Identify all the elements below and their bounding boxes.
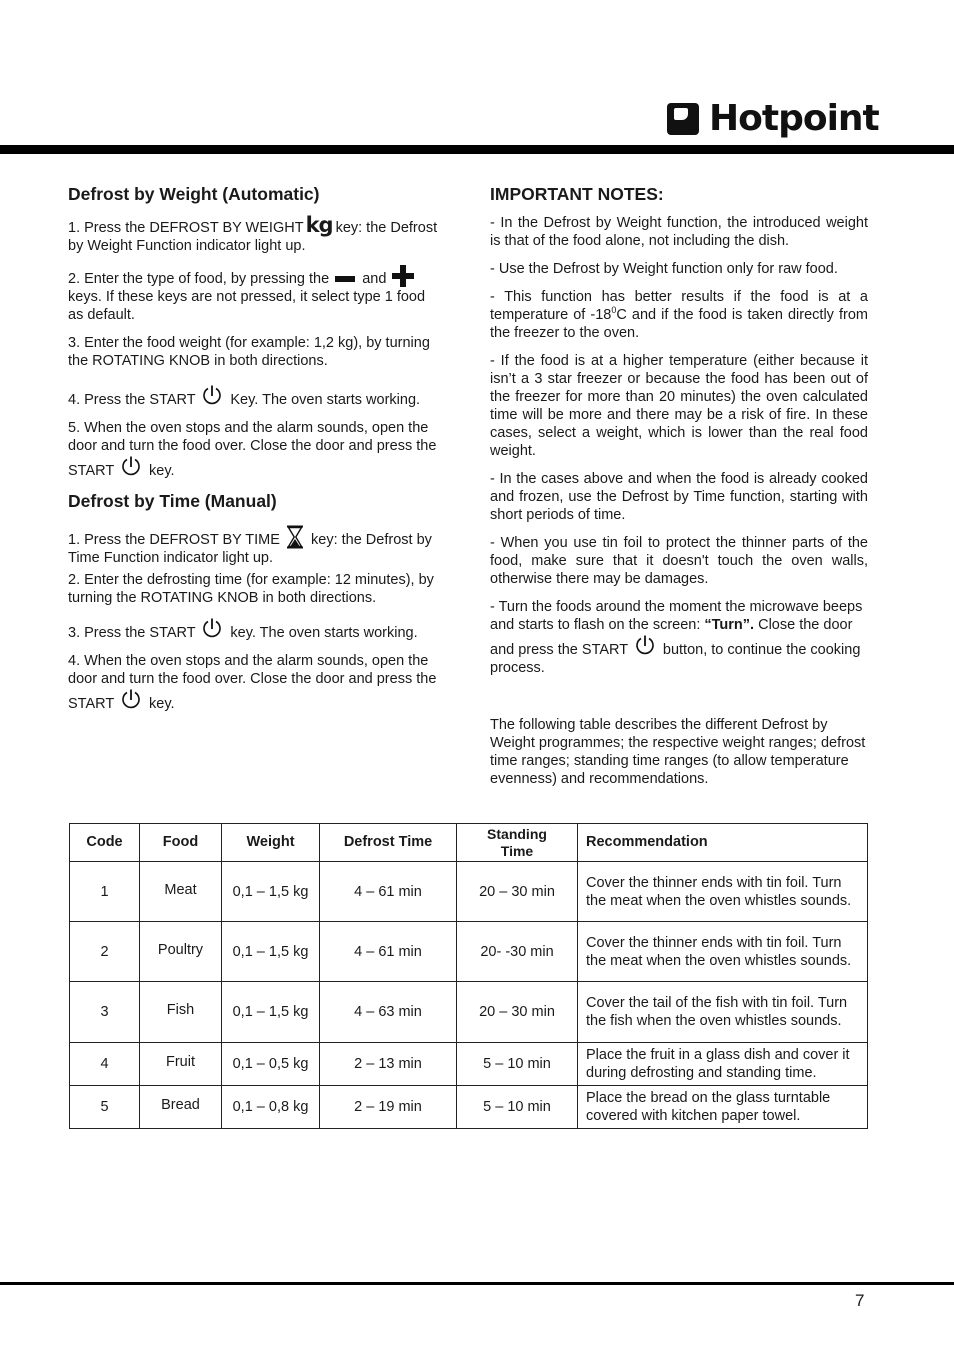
weight-step-3: 3. Enter the food weight (for example: 1,2 kg), by turning the ROTATING KNOB in both directions. [68, 335, 430, 369]
note-3-text-a: - This function has better results if the food is at a temperature of -18 [490, 289, 868, 323]
cell-recommendation: Cover the thinner ends with tin foil. Turn the meat when the oven whistles sounds. [578, 922, 868, 982]
cell-code: 3 [70, 982, 140, 1043]
weight-step-1-text-a: 1. Press the DEFROST BY WEIGHT [68, 220, 304, 236]
cell-defrost-time: 4 – 61 min [320, 922, 457, 982]
note-3-text-b: C and if the food is taken directly from the freezer to the oven. [490, 307, 868, 341]
table-row [70, 1043, 868, 1086]
header-rule [0, 145, 954, 154]
plus-icon [392, 265, 414, 287]
weight-step-5-text-a: 5. When the oven stops and the alarm sounds, open the door and turn the food over. Close the door and press the START [68, 420, 437, 479]
note-7-text-a: - Turn the foods around the moment the microwave beeps and starts to flash on the screen: [490, 599, 863, 633]
kg-icon: kg [305, 213, 333, 237]
note-7 [490, 598, 868, 677]
brand-logo [667, 98, 879, 139]
table-header-row [70, 824, 868, 862]
cell-code: 4 [70, 1043, 140, 1086]
note-6: - When you use tin foil to protect the thinner parts of the food, make sure that it doesn't touch the oven walls, otherwise there may be damages. [490, 535, 868, 587]
start-icon [201, 384, 223, 406]
header-food: Food [140, 824, 222, 862]
cell-food: Bread [140, 1084, 222, 1127]
cell-recommendation: Place the bread on the glass turntable covered with kitchen paper towel. [578, 1086, 868, 1129]
weight-step-4-text-a: 4. Press the START [68, 392, 196, 408]
page-number: 7 [855, 1291, 865, 1310]
left-column [68, 183, 440, 723]
header-standing-time [457, 824, 578, 862]
heading-important-notes: IMPORTANT NOTES: [490, 184, 664, 204]
note-3 [490, 288, 868, 342]
cell-code: 2 [70, 922, 140, 982]
weight-step-1 [68, 213, 440, 255]
footer-rule [0, 1282, 954, 1285]
cell-weight: 0,1 – 1,5 kg [222, 982, 320, 1043]
time-step-3-text-a: 3. Press the START [68, 625, 196, 641]
weight-step-1-text-b: key: the Defrost by Weight Function indicator light up. [68, 220, 438, 254]
right-column [490, 183, 868, 687]
weight-step-4 [68, 384, 440, 409]
note-4: - If the food is at a higher temperature (either because it isn’t a 3 star freezer or because the food has been out of the freezer for more than 20 minutes) the oven calculated time will be more and there may be a risk of fire. In these cases, select a weight, which is lower than the real food weight. [490, 353, 868, 459]
table-row [70, 982, 868, 1043]
note-1: - In the Defrost by Weight function, the introduced weight is that of the food alone, not including the dish. [490, 215, 868, 249]
header-recommendation: Recommendation [578, 824, 868, 862]
weight-step-2-text-a: 2. Enter the type of food, by pressing the [68, 271, 330, 287]
heading-defrost-by-time: Defrost by Time (Manual) [68, 491, 277, 511]
header-standing-line2: Time [500, 842, 534, 859]
cell-defrost-time: 2 – 13 min [320, 1043, 457, 1086]
weight-step-2 [68, 265, 440, 324]
cell-defrost-time: 2 – 19 min [320, 1086, 457, 1129]
time-step-4-text-b: key. [149, 696, 175, 712]
weight-step-2-text-b: and [362, 271, 387, 287]
cell-weight: 0,1 – 1,5 kg [222, 862, 320, 922]
time-step-4-text-a: 4. When the oven stops and the alarm sounds, open the door and turn the food over. Close the door and press the START [68, 653, 437, 712]
time-step-1-text-a: 1. Press the DEFROST BY TIME [68, 532, 280, 548]
cell-recommendation: Cover the tail of the fish with tin foil. Turn the fish when the oven whistles sounds. [578, 982, 868, 1043]
table-row [70, 1086, 868, 1129]
cell-standing-time: 5 – 10 min [457, 1043, 578, 1086]
weight-step-2-text-c: keys. If these keys are not pressed, it select type 1 food as default. [68, 289, 426, 323]
note-7-text-d: button, to continue the cooking process. [490, 642, 861, 676]
start-icon [120, 455, 142, 477]
cell-code: 1 [70, 862, 140, 922]
note-5: - In the cases above and when the food is already cooked and frozen, use the Defrost by Time function, starting with short periods of time. [490, 471, 868, 523]
table-row [70, 862, 868, 922]
heading-defrost-by-weight: Defrost by Weight (Automatic) [68, 184, 320, 204]
minus-icon [335, 276, 355, 282]
note-2: - Use the Defrost by Weight function only for raw food. [490, 261, 838, 277]
cell-standing-time: 20 – 30 min [457, 982, 578, 1043]
cell-standing-time: 20 – 30 min [457, 862, 578, 922]
cell-weight: 0,1 – 1,5 kg [222, 922, 320, 982]
start-icon [634, 634, 656, 656]
cell-food: Fruit [140, 1041, 222, 1084]
cell-weight: 0,1 – 0,5 kg [222, 1043, 320, 1086]
note-7-text-c: Close the door and press the START [490, 617, 853, 658]
time-step-3 [68, 617, 440, 642]
brand-name: Hotpoint [709, 98, 879, 139]
cell-standing-time: 5 – 10 min [457, 1086, 578, 1129]
cell-food: Meat [140, 860, 222, 920]
brand-logo-mark [667, 103, 699, 135]
defrost-table [69, 823, 868, 1129]
degree-sup: 0 [611, 305, 617, 316]
cell-food: Fish [140, 980, 222, 1041]
cell-recommendation: Place the fruit in a glass dish and cover it during defrosting and standing time. [578, 1043, 868, 1086]
table-intro: The following table describes the different Defrost by Weight programmes; the respective weight ranges; defrost time ranges; standing time ranges (to allow temperature evenness) and recommendations. [490, 717, 866, 787]
header-standing-line1: Standing [487, 825, 547, 842]
hourglass-icon [286, 525, 304, 549]
cell-defrost-time: 4 – 63 min [320, 982, 457, 1043]
weight-step-5-text-b: key. [149, 463, 175, 479]
time-step-3-text-b: key. The oven starts working. [230, 625, 418, 641]
cell-defrost-time: 4 – 61 min [320, 862, 457, 922]
weight-step-4-text-b: Key. The oven starts working. [230, 392, 421, 408]
cell-standing-time: 20- -30 min [457, 922, 578, 982]
start-icon [120, 688, 142, 710]
time-step-1-text-b: key: the Defrost by Time Function indicator light up. [68, 532, 432, 566]
weight-step-5 [68, 419, 440, 480]
header-defrost-time: Defrost Time [320, 824, 457, 862]
table-row [70, 922, 868, 982]
time-step-1 [68, 525, 440, 567]
cell-code: 5 [70, 1086, 140, 1129]
header-code: Code [70, 824, 140, 862]
cell-weight: 0,1 – 0,8 kg [222, 1086, 320, 1129]
start-icon [201, 617, 223, 639]
header-weight: Weight [222, 824, 320, 862]
time-step-4 [68, 652, 440, 713]
cell-food: Poultry [140, 920, 222, 980]
time-step-2: 2. Enter the defrosting time (for example: 12 minutes), by turning the ROTATING KNOB in both directions. [68, 572, 434, 606]
note-7-turn: “Turn”. [704, 617, 755, 633]
cell-recommendation: Cover the thinner ends with tin foil. Turn the meat when the oven whistles sounds. [578, 862, 868, 922]
